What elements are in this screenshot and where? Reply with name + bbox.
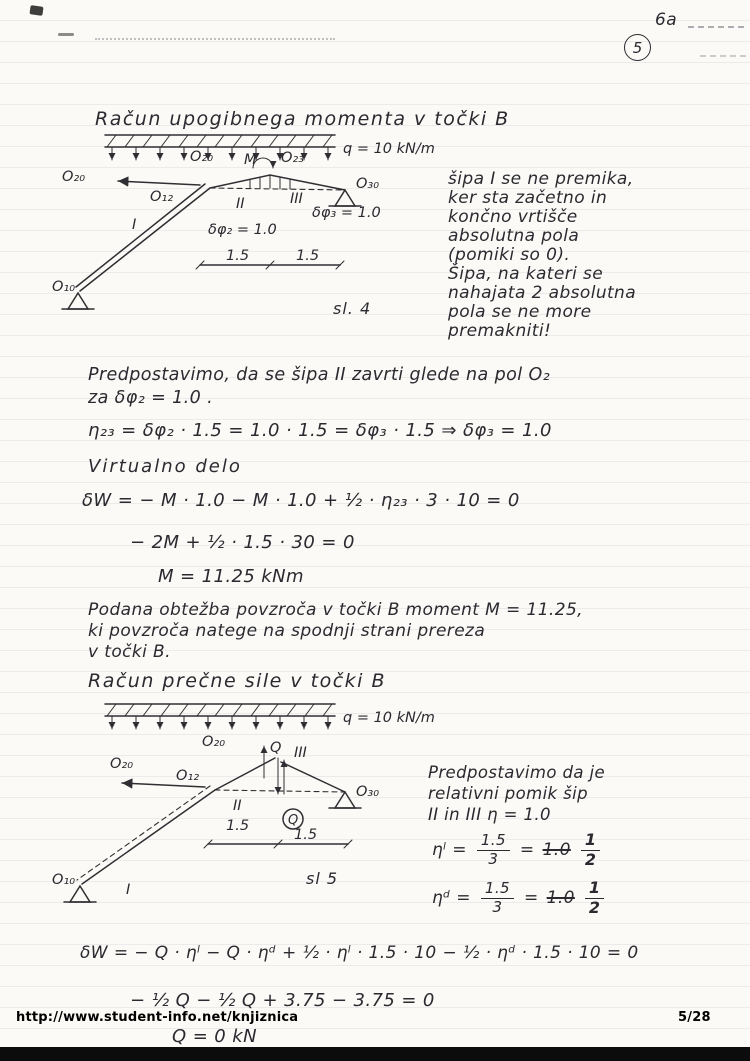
note-line: premakniti! bbox=[448, 321, 552, 341]
bar-i-label: I bbox=[132, 217, 137, 233]
virtual-work-heading: Virtualno delo bbox=[88, 456, 242, 477]
shear-section-title: Račun prečne sile v točki B bbox=[88, 670, 387, 692]
moment-section-title: Račun upogibnega momenta v točki B bbox=[95, 108, 510, 130]
pole-o20-left-label: O₂₀ bbox=[110, 756, 134, 772]
fraction: $\frac{1.5}{3}$ bbox=[477, 833, 510, 868]
dphi2-label: δφ₂ = 1.0 bbox=[208, 222, 277, 238]
footer-page-indicator: 5/28 bbox=[678, 1010, 711, 1025]
bar-i-line2 bbox=[76, 184, 205, 287]
shear-virtual-work-result: Q = 0 kN bbox=[172, 1026, 257, 1047]
pole-o30-label: O₃₀ bbox=[356, 176, 380, 192]
bar-ii-displaced bbox=[215, 758, 275, 790]
equals-sign: = bbox=[519, 840, 535, 861]
eta-right-equation bbox=[432, 880, 606, 917]
note-line: Šipa, na kateri se bbox=[448, 264, 604, 284]
equals-sign: = bbox=[523, 888, 539, 909]
virtual-work-eq2: − 2M + ½ · 1.5 · 30 = 0 bbox=[130, 532, 355, 553]
dim-right-label: 1.5 bbox=[296, 248, 320, 264]
virtual-work-result: M = 11.25 kNm bbox=[158, 566, 304, 587]
distributed-load bbox=[105, 704, 335, 729]
figure-sl5 bbox=[50, 700, 450, 908]
note-line: relativni pomik šip bbox=[428, 784, 589, 803]
bar-iii-label: III bbox=[290, 191, 303, 207]
bar-i-label: I bbox=[126, 882, 131, 898]
pole-arrow-left bbox=[118, 181, 200, 185]
side-note-moment bbox=[448, 170, 636, 341]
dim-left-label: 1.5 bbox=[226, 818, 250, 834]
note-line: končno vrtišče bbox=[448, 207, 578, 227]
pole-o20-top-label: O₂₀ bbox=[190, 149, 214, 165]
scan-artifact bbox=[58, 33, 74, 36]
pole-o30-label: O₃₀ bbox=[356, 784, 380, 800]
fraction-result: $\frac{1}{2}$ bbox=[581, 832, 601, 869]
pole-o20-top-label: O₂₀ bbox=[202, 734, 226, 750]
moment-m-label: M bbox=[244, 152, 257, 168]
pole-o23-label: O₂₃ bbox=[281, 150, 305, 166]
crossed-out-value: 1.0 bbox=[542, 840, 571, 861]
pencil-dash bbox=[700, 55, 746, 57]
figure-caption: sl 5 bbox=[306, 869, 339, 888]
bar-iii-displaced bbox=[281, 762, 345, 792]
pole-o12-label: O₁₂ bbox=[150, 189, 174, 205]
bar-i-line2 bbox=[77, 786, 210, 880]
scan-artifact bbox=[29, 5, 43, 16]
dim-right-label: 1.5 bbox=[294, 827, 318, 843]
footer-url: http://www.student-info.net/knjiznica bbox=[16, 1010, 299, 1025]
pin-support-o10 bbox=[62, 293, 94, 309]
conclusion-line: v točki B. bbox=[88, 642, 171, 662]
pole-o12-label: O₁₂ bbox=[176, 768, 200, 784]
shear-virtual-work-eq1: δW = − Q · ηˡ − Q · ηᵈ + ½ · ηˡ · 1.5 · 10 − ½ · ηᵈ · 1.5 · 10 = 0 bbox=[80, 943, 639, 963]
fraction: $\frac{1.5}{3}$ bbox=[481, 881, 514, 916]
bar-iii-label: III bbox=[294, 745, 307, 761]
conclusion-line: ki povzroča natege na spodnji strani prereza bbox=[88, 621, 486, 641]
eta-lhs: ηᵈ = bbox=[432, 888, 471, 909]
beam-chord bbox=[210, 188, 345, 190]
note-line: (pomiki so 0). bbox=[448, 245, 571, 265]
pole-o20-left-label: O₂₀ bbox=[62, 169, 86, 185]
dphi3-label: δφ₃ = 1.0 bbox=[312, 205, 381, 221]
dimension-line bbox=[196, 261, 344, 269]
note-line: ker sta začetno in bbox=[448, 188, 608, 208]
pole-o10-label: O₁₀ bbox=[52, 872, 76, 888]
pole-o10-label: O₁₀ bbox=[52, 279, 76, 295]
side-note-shear bbox=[428, 762, 605, 825]
load-value-label: q = 10 kN/m bbox=[343, 710, 435, 726]
dim-left-label: 1.5 bbox=[226, 248, 250, 264]
note-line: Predpostavimo da je bbox=[428, 763, 606, 782]
pin-support-o10 bbox=[64, 886, 96, 902]
beam-chord bbox=[215, 790, 345, 792]
fraction-result: $\frac{1}{2}$ bbox=[585, 880, 605, 917]
eta23-equation: η₂₃ = δφ₂ · 1.5 = 1.0 · 1.5 = δφ₃ · 1.5 ⇒ δφ₃ = 1.0 bbox=[88, 420, 552, 441]
eta-lhs: ηˡ = bbox=[432, 840, 467, 861]
bar-i-line bbox=[82, 790, 215, 884]
scan-edge-bar bbox=[0, 1047, 750, 1061]
dimension-line bbox=[204, 840, 352, 848]
bar-ii-label: II bbox=[236, 196, 245, 212]
note-line: II in III η = 1.0 bbox=[428, 805, 551, 824]
eta-left-equation bbox=[432, 832, 602, 869]
assumption-line2: za δφ₂ = 1.0 . bbox=[88, 388, 214, 408]
circled-page-number: 5 bbox=[624, 34, 651, 61]
note-line: šipa I se ne premika, bbox=[448, 169, 634, 189]
conclusion-line: Podana obtežba povzroča v točki B moment M = 11.25, bbox=[88, 600, 583, 620]
pencil-dash bbox=[688, 26, 744, 28]
shear-q-top-label: Q bbox=[270, 740, 282, 756]
shear-q-circled-label: Q bbox=[288, 813, 299, 828]
bar-ii-label: II bbox=[233, 798, 242, 814]
note-line: pola se ne more bbox=[448, 302, 592, 322]
shear-virtual-work-eq2: − ½ Q − ½ Q + 3.75 − 3.75 = 0 bbox=[130, 990, 435, 1011]
corner-note: 6a bbox=[655, 10, 678, 30]
figure-caption: sl. 4 bbox=[333, 299, 372, 318]
crossed-out-value: 1.0 bbox=[546, 888, 575, 909]
figure-sl4 bbox=[50, 133, 450, 325]
virtual-work-eq1: δW = − M · 1.0 − M · 1.0 + ½ · η₂₃ · 3 · 10 = 0 bbox=[82, 490, 520, 511]
note-line: absolutna pola bbox=[448, 226, 580, 246]
bar-i-line bbox=[80, 188, 210, 291]
load-value-label: q = 10 kN/m bbox=[343, 141, 435, 157]
note-line: nahajata 2 absolutna bbox=[448, 283, 637, 303]
assumption-line1: Predpostavimo, da se šipa II zavrti glede na pol O₂ bbox=[88, 365, 551, 385]
pencil-scribble bbox=[95, 38, 335, 40]
pin-support-o30 bbox=[329, 190, 361, 206]
